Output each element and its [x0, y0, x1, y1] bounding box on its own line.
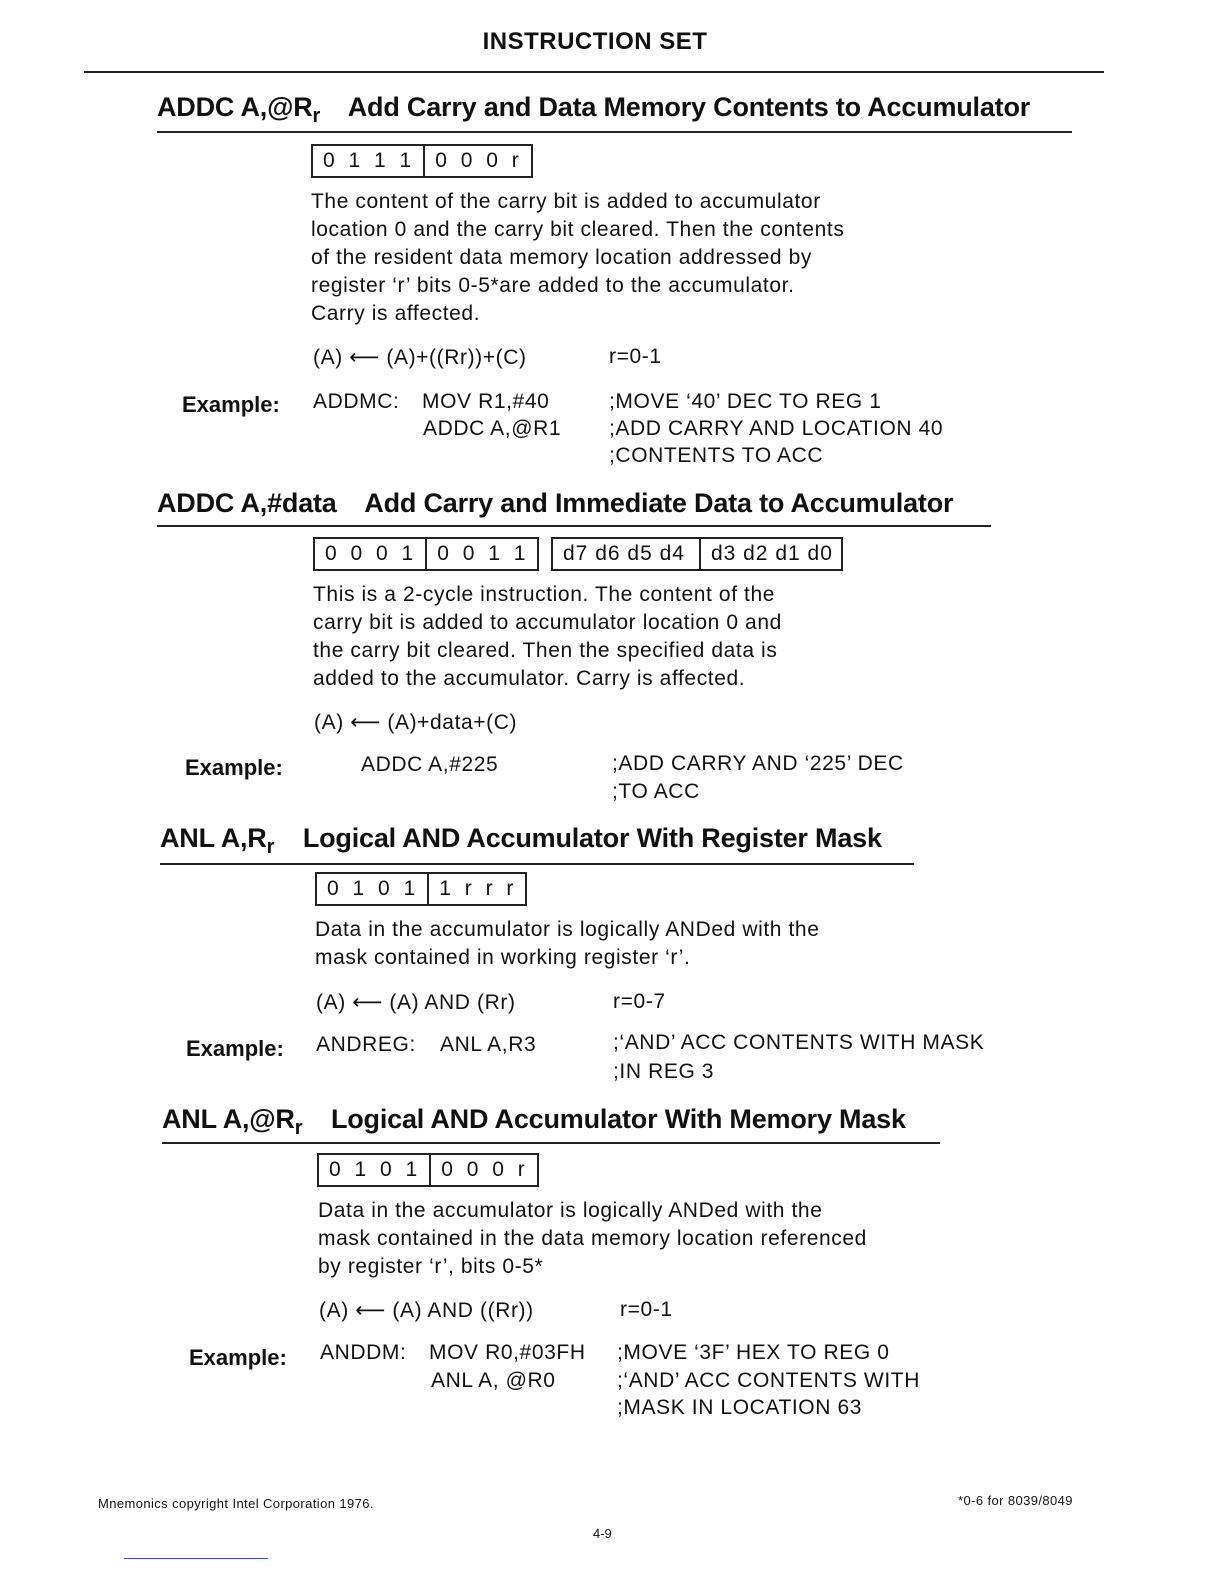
- page-header-title: INSTRUCTION SET: [482, 28, 708, 55]
- desc-line: mask contained in working register ‘r’.: [315, 946, 691, 969]
- example-comment: ;‘AND’ ACC CONTENTS WITH: [617, 1369, 920, 1392]
- footer-copyright: Mnemonics copyright Intel Corporation 1976.: [98, 1496, 374, 1511]
- example-comment: ;MOVE ‘40’ DEC TO REG 1: [609, 390, 882, 413]
- example-comment: ;MASK IN LOCATION 63: [617, 1396, 862, 1419]
- opcode-high-nibble: 0 1 0 1: [329, 1158, 422, 1181]
- desc-line: location 0 and the carry bit cleared. Then the contents: [311, 218, 845, 241]
- opcode-low-nibble: 0 0 1 1: [425, 539, 537, 569]
- section-3-title: Logical AND Accumulator With Register Mask: [302, 823, 882, 853]
- example-label-col: ADDMC:: [313, 390, 400, 413]
- section-1-example-label: Example:: [182, 392, 280, 417]
- section-1-title: Add Carry and Data Memory Contents to Accumulator: [347, 92, 1031, 122]
- section-1-description: [311, 188, 1011, 328]
- section-4-title: Logical AND Accumulator With Memory Mask: [330, 1104, 906, 1134]
- section-4-rule: [162, 1142, 940, 1144]
- section-2-title: Add Carry and Immediate Data to Accumulator: [364, 488, 954, 518]
- section-1-mnemonic: ADDC A,@R: [157, 92, 313, 122]
- desc-line: of the resident data memory location addressed by: [311, 246, 812, 269]
- example-label-col: ANDDM:: [320, 1341, 407, 1364]
- data-high-nibble: d7 d6 d5 d4: [563, 542, 685, 565]
- section-4-mnemonic: ANL A,@R: [162, 1104, 295, 1134]
- desc-line: Data in the accumulator is logically ANDed with the: [318, 1199, 823, 1222]
- section-1-rule: [157, 131, 1072, 133]
- section-3-range: r=0-7: [613, 990, 666, 1013]
- section-4-heading: [162, 1104, 906, 1140]
- section-1-mnemonic-sub: r: [312, 105, 321, 127]
- section-2-opcode: [313, 537, 539, 571]
- opcode-low-nibble: 0 0 0 r: [429, 1155, 537, 1185]
- desc-line: Data in the accumulator is logically ANDed with the: [315, 918, 820, 941]
- section-4-operation: (A) ⟵ (A) AND ((Rr)): [319, 1299, 534, 1322]
- section-2-description: [313, 581, 1013, 693]
- section-3-example-label: Example:: [186, 1036, 284, 1061]
- section-3-description: [315, 916, 1015, 972]
- example-code: MOV R1,#40: [422, 390, 550, 413]
- section-3-operation: (A) ⟵ (A) AND (Rr): [316, 991, 516, 1014]
- example-comment: ;TO ACC: [612, 780, 700, 803]
- desc-line: register ‘r’ bits 0-5*are added to the accumulator.: [311, 274, 795, 297]
- section-3-opcode: [315, 872, 527, 906]
- example-comment: ;‘AND’ ACC CONTENTS WITH MASK: [613, 1031, 985, 1054]
- example-label-col: ANDREG:: [316, 1033, 416, 1056]
- example-comment: ;CONTENTS TO ACC: [609, 444, 824, 467]
- section-1-opcode: [311, 144, 533, 178]
- section-2-data-byte: [551, 537, 843, 571]
- example-comment: ;IN REG 3: [613, 1060, 715, 1083]
- opcode-low-nibble: 0 0 0 r: [423, 146, 531, 176]
- example-code: ANL A,R3: [440, 1033, 537, 1056]
- section-2-heading: [157, 488, 953, 519]
- section-4-example-label: Example:: [189, 1345, 287, 1370]
- page-number: 4-9: [593, 1526, 612, 1541]
- section-1-range: r=0-1: [609, 345, 662, 368]
- section-2-operation: (A) ⟵ (A)+data+(C): [314, 711, 518, 734]
- example-code: MOV R0,#03FH: [429, 1341, 586, 1364]
- desc-line: The content of the carry bit is added to accumulator: [311, 190, 821, 213]
- section-1-heading: [157, 92, 1030, 128]
- section-4-range: r=0-1: [620, 1298, 673, 1321]
- desc-line: added to the accumulator. Carry is affected.: [313, 667, 746, 690]
- section-2-mnemonic: ADDC A,#data: [157, 488, 337, 518]
- opcode-high-nibble: 0 0 0 1: [325, 542, 418, 565]
- example-code: ANL A, @R0: [431, 1369, 556, 1392]
- desc-line: carry bit is added to accumulator location 0 and: [313, 611, 782, 634]
- section-4-description: [318, 1197, 1018, 1281]
- opcode-high-nibble: 0 1 1 1: [323, 149, 416, 172]
- opcode-low-nibble: 1 r r r: [427, 874, 525, 904]
- footer-note: *0-6 for 8039/8049: [958, 1493, 1073, 1508]
- desc-line: the carry bit cleared. Then the specified data is: [313, 639, 778, 662]
- opcode-high-nibble: 0 1 0 1: [327, 877, 420, 900]
- section-1-operation: (A) ⟵ (A)+((Rr))+(C): [313, 346, 527, 369]
- example-comment: ;ADD CARRY AND LOCATION 40: [609, 417, 944, 440]
- section-2-rule: [157, 525, 991, 527]
- section-3-mnemonic: ANL A,R: [160, 823, 267, 853]
- example-code: ADDC A,#225: [361, 753, 499, 776]
- section-4-opcode: [317, 1153, 539, 1187]
- bottom-rule: [124, 1558, 268, 1559]
- section-3-heading: [160, 823, 882, 859]
- desc-line: This is a 2-cycle instruction. The content of the: [313, 583, 776, 606]
- example-code: ADDC A,@R1: [423, 417, 562, 440]
- header-rule: [84, 71, 1104, 73]
- desc-line: Carry is affected.: [311, 302, 481, 325]
- example-comment: ;MOVE ‘3F’ HEX TO REG 0: [617, 1341, 890, 1364]
- example-comment: ;ADD CARRY AND ‘225’ DEC: [612, 752, 904, 775]
- section-3-mnemonic-sub: r: [266, 836, 275, 858]
- section-3-rule: [160, 863, 914, 865]
- desc-line: by register ‘r’, bits 0-5*: [318, 1255, 544, 1278]
- desc-line: mask contained in the data memory location referenced: [318, 1227, 867, 1250]
- section-2-example-label: Example:: [185, 755, 283, 780]
- data-low-nibble: d3 d2 d1 d0: [699, 539, 841, 569]
- section-4-mnemonic-sub: r: [294, 1117, 303, 1139]
